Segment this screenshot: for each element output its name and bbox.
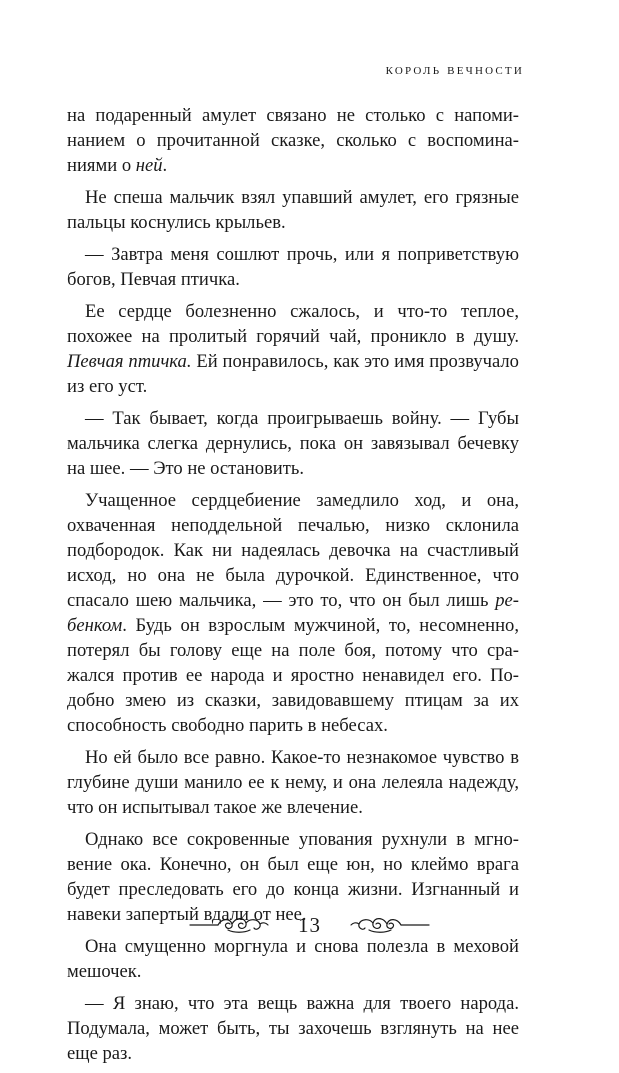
italic-text: ребенком	[67, 590, 519, 636]
paragraph	[67, 745, 519, 820]
page-footer	[0, 910, 619, 940]
italic-text: Певчая птичка.	[67, 351, 192, 372]
text-run: Ее сердце болезненно сжалось, и что-то теплое, похожее на пролитый горячий чай, проникло в душу.	[67, 301, 519, 347]
text-run: Но ей было все равно. Какое-то незнакомое чувство в глубине души манило ее к нему, и она лелеяла надежду, что он испытывал такое же влечение.	[67, 747, 519, 818]
text-run: Не спеша мальчик взял упавший амулет, его грязные пальцы коснулись крыльев.	[67, 187, 519, 233]
text-run: на подаренный амулет связано не столько с напоминанием о прочитанной сказке, сколько с воспоминаниями о	[67, 105, 519, 176]
scroll-flourish-icon	[349, 914, 431, 936]
paragraph	[67, 299, 519, 399]
paragraph	[67, 488, 519, 738]
paragraph	[67, 242, 519, 292]
italic-text: ней	[135, 155, 163, 176]
running-title: король вечности	[385, 62, 524, 78]
text-run: Учащенное сердцебиение замедлило ход, и она, охваченная неподдельной печалью, низко склонила подбородок. Как ни надеялась девочка на счастливый исход, но она не была дурочкой. Единственное, что спасало шею мальчика, — это то, что он был лишь	[67, 490, 519, 611]
text-run: — Завтра меня сошлют прочь, или я поприветствую богов, Певчая птичка.	[67, 244, 519, 290]
paragraph	[67, 991, 519, 1066]
paragraph	[67, 406, 519, 481]
scroll-flourish-icon	[188, 914, 270, 936]
text-run: — Так бывает, когда проигрываешь войну. — Губы мальчика слегка дернулись, пока он завязывал бечевку на шее. — Это не остановить.	[67, 408, 519, 479]
paragraph	[67, 103, 519, 178]
text-run: — Я знаю, что эта вещь важна для твоего народа. Подумала, может быть, ты захочешь взглянуть на нее еще раз.	[67, 993, 519, 1064]
text-run: .	[162, 155, 168, 176]
paragraph	[67, 185, 519, 235]
text-run: Ей понравилось, как это имя прозвучало из его уст.	[67, 351, 519, 397]
text-run: Она смущенно моргнула и снова полезла в меховой мешочек.	[67, 936, 519, 982]
text-run: Однако все сокровенные упования рухнули в мгновение ока. Конечно, он был еще юн, но клеймо врага будет преследовать его до конца жизни. Изгнанный и навеки запертый вдали от нее.	[67, 829, 519, 925]
text-run: . Будь он взрослым мужчиной, то, несомненно, потерял бы голову еще на поле боя, потому что сражался против ее народа и яростно ненавидел его. Подобно змею из сказки, завидовавшему птицам за их способность свободно парить в небесах.	[67, 615, 519, 736]
running-header	[386, 62, 524, 79]
page-number: 13	[298, 912, 321, 937]
paragraph	[67, 934, 519, 984]
